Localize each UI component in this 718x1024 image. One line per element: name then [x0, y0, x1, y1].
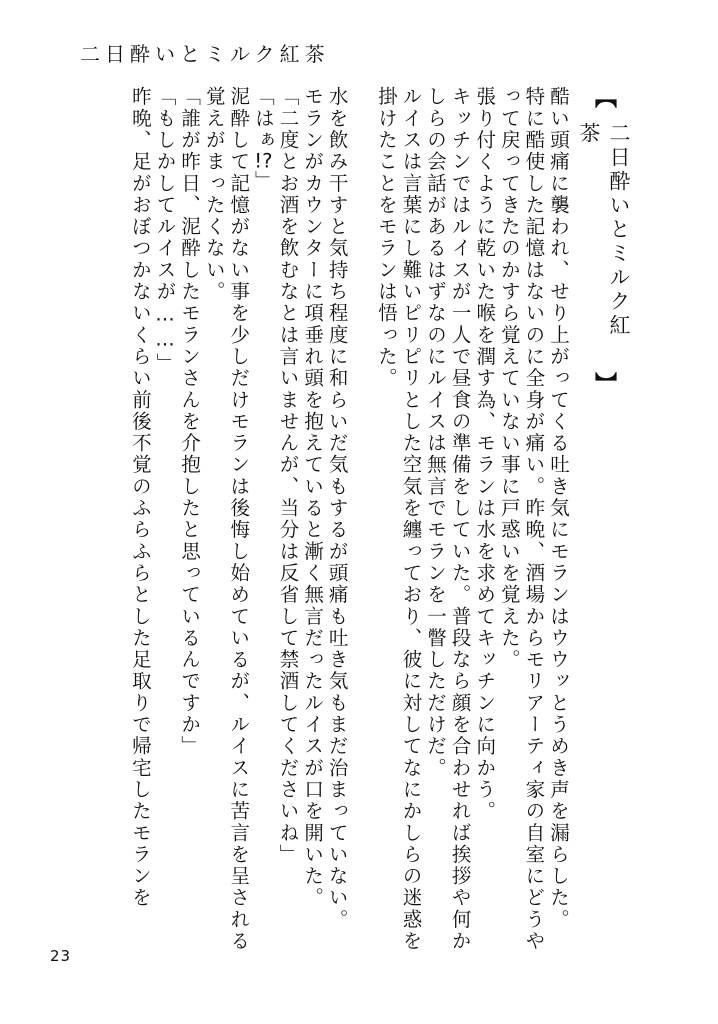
paragraph: キッチンではルイスが一人で昼食の準備をしていた。普段なら顔を合わせれば挨拶や何かしらの会話があるはずなのにルイスは無言でモランを一瞥しただけだ。 [424, 86, 472, 952]
paragraph: 「はぁ!?」 [251, 86, 275, 193]
paragraph: 「二度とお酒を飲むなとは言いませんが、当分は反省して禁酒してくださいね」 [276, 86, 300, 866]
paragraph: 張り付くように乾いた喉を潤す為、モランは水を求めてキッチンに向かう。 [473, 86, 497, 823]
body-text [100, 86, 570, 952]
running-header: 二日酔いとミルク紅茶 [80, 42, 330, 66]
paragraph: 特に酷使した記憶はないのに全身が痛い。昨晩、酒場からモリアーティ家の自室にどうやって戻ってきたのかすら覚えていない事に戸惑いを覚えた。 [497, 86, 546, 952]
tate-chu-yoko-mark: !? [254, 150, 273, 171]
paragraph: モランがカウンターに項垂れ頭を抱えていると漸く無言だったルイスが口を開いた。 [301, 86, 325, 909]
paragraph: 昨晩、足がおぼつかないくらい前後不覚のふらふらとした足取りで帰宅したモランを [128, 86, 152, 909]
chapter-title-open-bracket: 【 [591, 86, 617, 110]
chapter-title-close-bracket: 】 [591, 372, 617, 396]
paragraph: 「誰が昨日、泥酔したモランさんを介抱したと思っているんですか」 [178, 86, 202, 758]
paragraph: 泥酔して記憶がない事を少しだけモランは後悔し始めているが、ルイスに苦言を呈される覚えがまったくない。 [202, 86, 251, 952]
chapter-title-text: 二日酔いとミルク紅茶 [577, 122, 631, 338]
paragraph: ルイスは言葉にし難いピリピリとした空気を纏っており、彼に対してなにかしらの迷惑を掛けたことをモランは悟った。 [374, 86, 423, 952]
paragraph-blank-line [349, 86, 374, 952]
paragraph: 「もしかしてルイスが……」 [153, 86, 177, 375]
page-number: 23 [50, 947, 72, 965]
paragraph: 酷い頭痛に襲われ、せり上がってくる吐き気にモランはウウッとうめき声を漏らした。 [547, 86, 570, 931]
paragraph: 水を飲み干すと気持ち程度に和らいだ気もするが頭痛も吐き気もまだ治まっていない。 [325, 86, 349, 931]
chapter-title [577, 86, 631, 396]
